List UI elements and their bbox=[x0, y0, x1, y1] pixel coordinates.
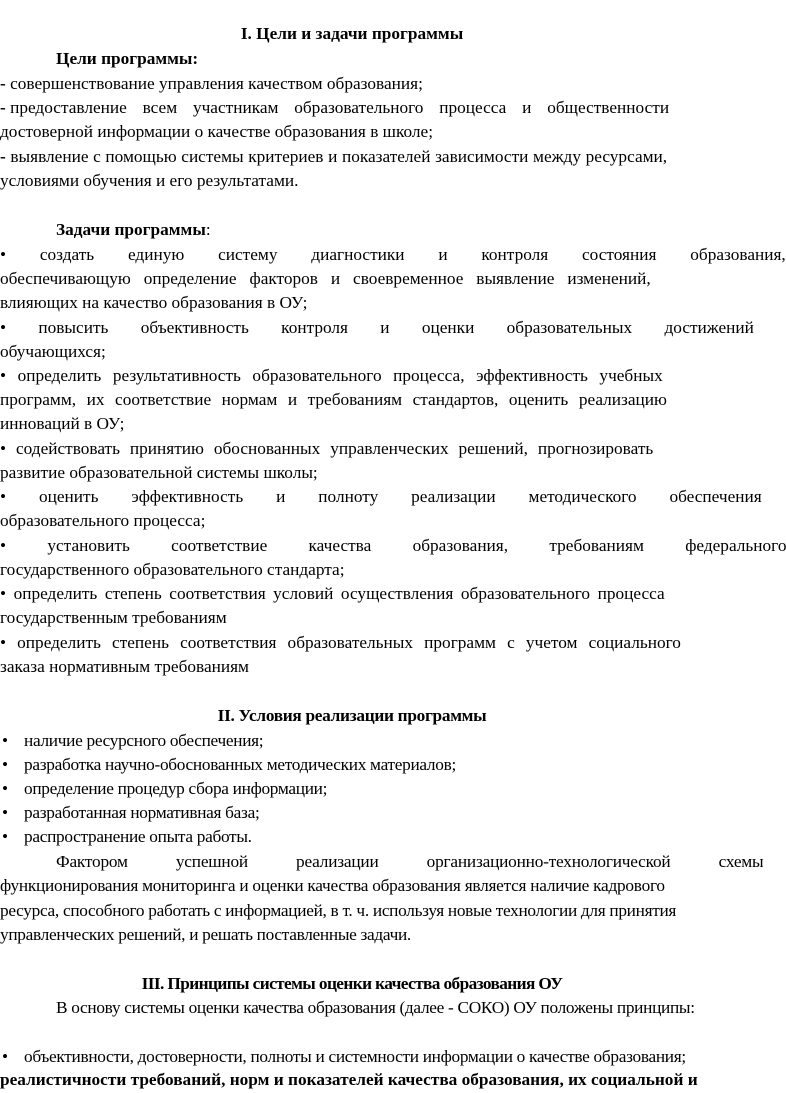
goal-item-1 bbox=[0, 72, 423, 97]
bullet: • bbox=[2, 779, 9, 798]
task-4-line2: развитие образовательной системы школы; bbox=[0, 463, 318, 482]
task-3-line3: инноваций в ОУ; bbox=[0, 414, 125, 433]
task-1-line1: • создать единую систему диагностики и контроля состояния образования, bbox=[0, 245, 786, 264]
section3-intro: В основу системы оценки качества образования (далее - СОКО) ОУ положены принципы: bbox=[56, 998, 695, 1017]
task-1-line2: обеспечивающую определение факторов и своевременное выявление изменений, bbox=[0, 269, 651, 288]
goal-item-3-line1 bbox=[0, 145, 667, 170]
tasks-heading-text: Задачи программы bbox=[56, 220, 206, 239]
task-7-line2: государственным требованиям bbox=[0, 608, 227, 627]
task-8-line1: • определить степень соответствия образовательных программ с учетом социального bbox=[0, 633, 681, 652]
conditions-para-line1: Фактором успешной реализации организационно-технологической схемы bbox=[56, 852, 764, 871]
task-5-line2: образовательного процесса; bbox=[0, 511, 206, 530]
goal-text: выявление с помощью системы критериев и показателей зависимости между ресурсами, bbox=[10, 147, 668, 166]
section1-title: I. Цели и задачи программы bbox=[240, 24, 464, 43]
bullet: • bbox=[2, 1047, 9, 1066]
list-item-text: распространение опыта работы. bbox=[24, 827, 252, 846]
task-3-line2: программ, их соответствие нормам и требованиям стандартов, оценить реализацию bbox=[0, 390, 667, 409]
goal-item-2-line1 bbox=[0, 96, 716, 121]
list-item-text: определение процедур сбора информации; bbox=[24, 779, 328, 798]
goal-line bbox=[0, 96, 669, 121]
task-7-line1: • определить степень соответствия условий осуществления образовательного процесса bbox=[0, 584, 665, 603]
task-2-line2: обучающихся; bbox=[0, 342, 106, 361]
bullet: • bbox=[2, 803, 9, 822]
task-8-line2: заказа нормативным требованиям bbox=[0, 657, 249, 676]
task-6-line1: • установить соответствие качества образования, требованиям федерального bbox=[0, 536, 786, 555]
goal-marker: - bbox=[0, 147, 6, 166]
task-6-line2: государственного образовательного стандарта; bbox=[0, 560, 345, 579]
task-2-line1: • повысить объективность контроля и оценки образовательных достижений bbox=[0, 318, 754, 337]
goal-marker: - bbox=[0, 98, 6, 117]
list-item-text: разработка научно-обоснованных методических материалов; bbox=[24, 755, 456, 774]
tasks-heading bbox=[56, 218, 211, 243]
list-item-text: разработанная нормативная база; bbox=[24, 803, 260, 822]
goal-item-2-line2: достоверной информации о качестве образования в школе; bbox=[0, 122, 434, 141]
conditions-para-line4: управленческих решений, и решать поставленные задачи. bbox=[0, 925, 411, 944]
bullet: • bbox=[2, 755, 9, 774]
goal-marker: - bbox=[0, 74, 6, 93]
bullet: • bbox=[2, 731, 9, 750]
goal-text-justified: предоставление всем участникам образовательного процесса и общественности bbox=[10, 98, 670, 117]
list-item-text: объективности, достоверности, полноты и системности информации о качестве образования; bbox=[24, 1047, 686, 1066]
task-5-line1: • оценить эффективность и полноту реализации методического обеспечения bbox=[0, 487, 762, 506]
list-item-text: наличие ресурсного обеспечения; bbox=[24, 731, 264, 750]
goal-text: совершенствование управления качеством образования; bbox=[10, 74, 423, 93]
section2-title: II. Условия реализации программы bbox=[217, 706, 487, 725]
bullet: • bbox=[2, 827, 9, 846]
conditions-para-line2: функционирования мониторинга и оценки качества образования является наличие кадрового bbox=[0, 876, 665, 895]
goal-item-3-line2: условиями обучения и его результатами. bbox=[0, 171, 299, 190]
task-4-line1: • содействовать принятию обоснованных управленческих решений, прогнозировать bbox=[0, 439, 654, 458]
tasks-heading-colon: : bbox=[205, 220, 211, 239]
conditions-para-line3: ресурса, способного работать с информацией, в т. ч. используя новые технологии для принятия bbox=[0, 901, 677, 920]
task-3-line1: • определить результативность образовательного процесса, эффективность учебных bbox=[0, 366, 663, 385]
section3-title: III. Принципы системы оценки качества образования ОУ bbox=[141, 974, 563, 993]
list-item-continuation: реалистичности требований, норм и показателей качества образования, их социальной и bbox=[0, 1070, 698, 1089]
goals-heading: Цели программы: bbox=[56, 49, 199, 68]
task-1-line3: влияющих на качество образования в ОУ; bbox=[0, 293, 308, 312]
